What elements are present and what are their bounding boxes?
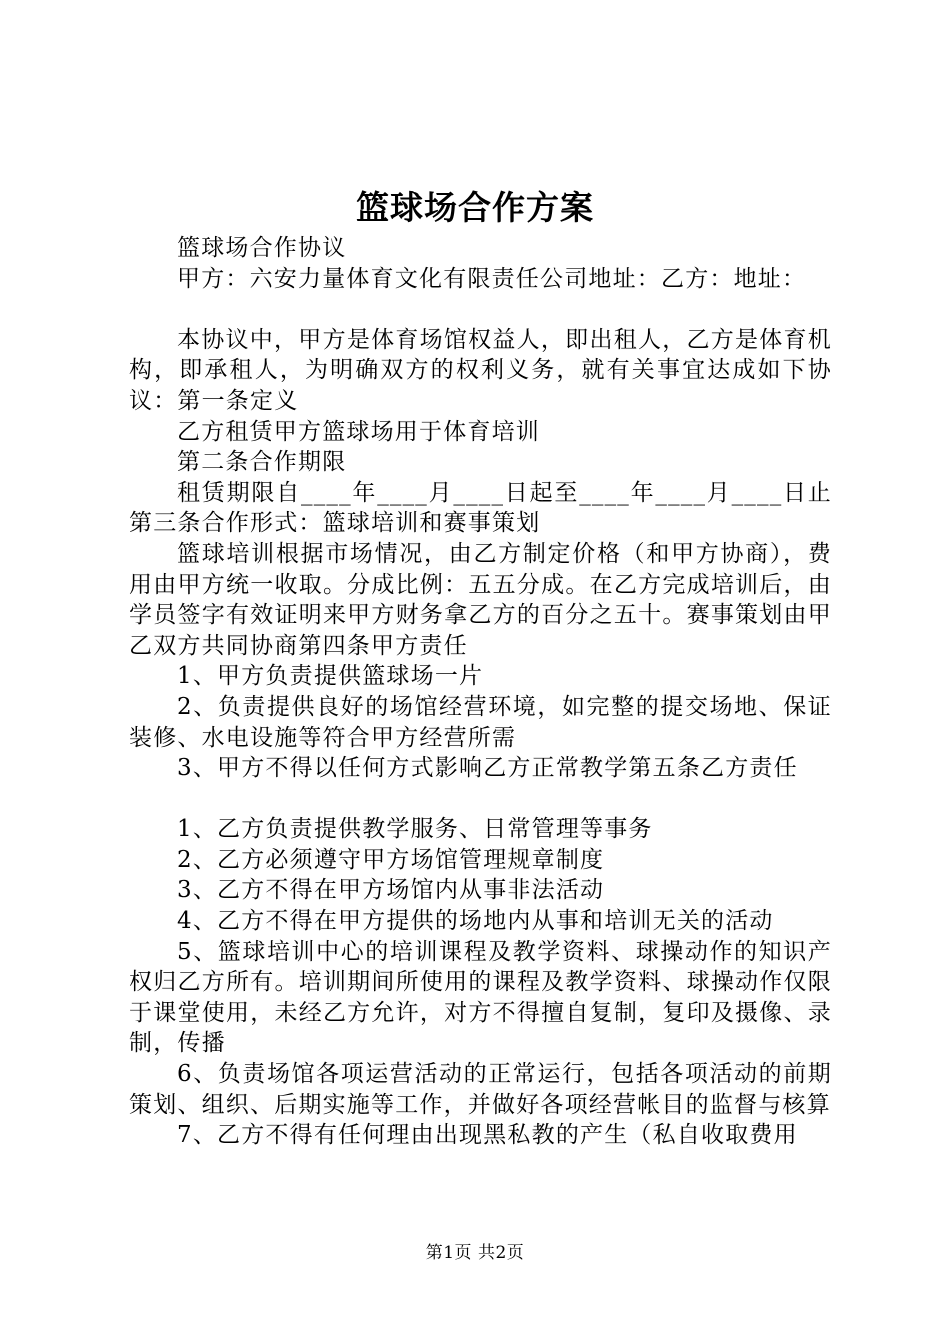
list-item-party-a-2: 2、负责提供良好的场馆经营环境，如完整的提交场地、保证装修、水电设施等符合甲方经营所需 bbox=[129, 693, 832, 751]
paragraph-training-fees: 篮球培训根据市场情况，由乙方制定价格（和甲方协商），费用由甲方统一收取。分成比例：五五分成。在乙方完成培训后，由学员签字有效证明来甲方财务拿乙方的百分之五十。赛事策划由甲乙双方共同协商第四条甲方责任 bbox=[129, 540, 832, 659]
list-item-party-b-2: 2、乙方必须遵守甲方场馆管理规章制度 bbox=[177, 846, 605, 873]
paragraph-agreement-heading: 篮球场合作协议 bbox=[177, 235, 347, 261]
paragraph-lease-term: 租赁期限自____年____月____日起至____年____月____日止第三条合作形式：篮球培训和赛事策划 bbox=[129, 479, 832, 537]
paragraph-preamble: 本协议中，甲方是体育场馆权益人，即出租人，乙方是体育机构，即承租人，为明确双方的权利义务，就有关事宜达成如下协议：第一条定义 bbox=[129, 326, 832, 414]
list-item-party-b-4: 4、乙方不得在甲方提供的场地内从事和培训无关的活动 bbox=[177, 908, 774, 935]
list-item-party-b-5: 5、篮球培训中心的培训课程及教学资料、球操动作的知识产权归乙方所有。培训期间所使用的课程及教学资料、球操动作仅限于课堂使用，未经乙方允许，对方不得擅自复制，复印及摄像、录制，传播 bbox=[129, 938, 832, 1057]
list-item-party-b-1: 1、乙方负责提供教学服务、日常管理等事务 bbox=[177, 816, 653, 843]
list-item-party-b-6: 6、负责场馆各项运营活动的正常运行，包括各项活动的前期策划、组织、后期实施等工作，并做好各项经营帐目的监督与核算 bbox=[129, 1061, 832, 1118]
list-item-party-b-7: 7、乙方不得有任何理由出现黑私教的产生（私自收取费用 bbox=[177, 1122, 798, 1149]
page-number-footer: 第1页 共2页 bbox=[425, 1243, 525, 1263]
document-title: 篮球场合作方案 bbox=[356, 188, 594, 227]
blank-line bbox=[129, 784, 832, 815]
paragraph-definition: 乙方租赁甲方篮球场用于体育培训 bbox=[177, 418, 540, 445]
blank-line bbox=[129, 294, 832, 325]
paragraph-parties: 甲方：六安力量体育文化有限责任公司地址：乙方：地址： bbox=[177, 265, 807, 292]
paragraph-article-2-heading: 第二条合作期限 bbox=[177, 449, 347, 476]
list-item-party-a-1: 1、甲方负责提供篮球场一片 bbox=[177, 663, 484, 690]
document-body bbox=[129, 233, 832, 1151]
list-item-party-a-3: 3、甲方不得以任何方式影响乙方正常教学第五条乙方责任 bbox=[177, 755, 798, 782]
list-item-party-b-3: 3、乙方不得在甲方场馆内从事非法活动 bbox=[177, 877, 605, 904]
